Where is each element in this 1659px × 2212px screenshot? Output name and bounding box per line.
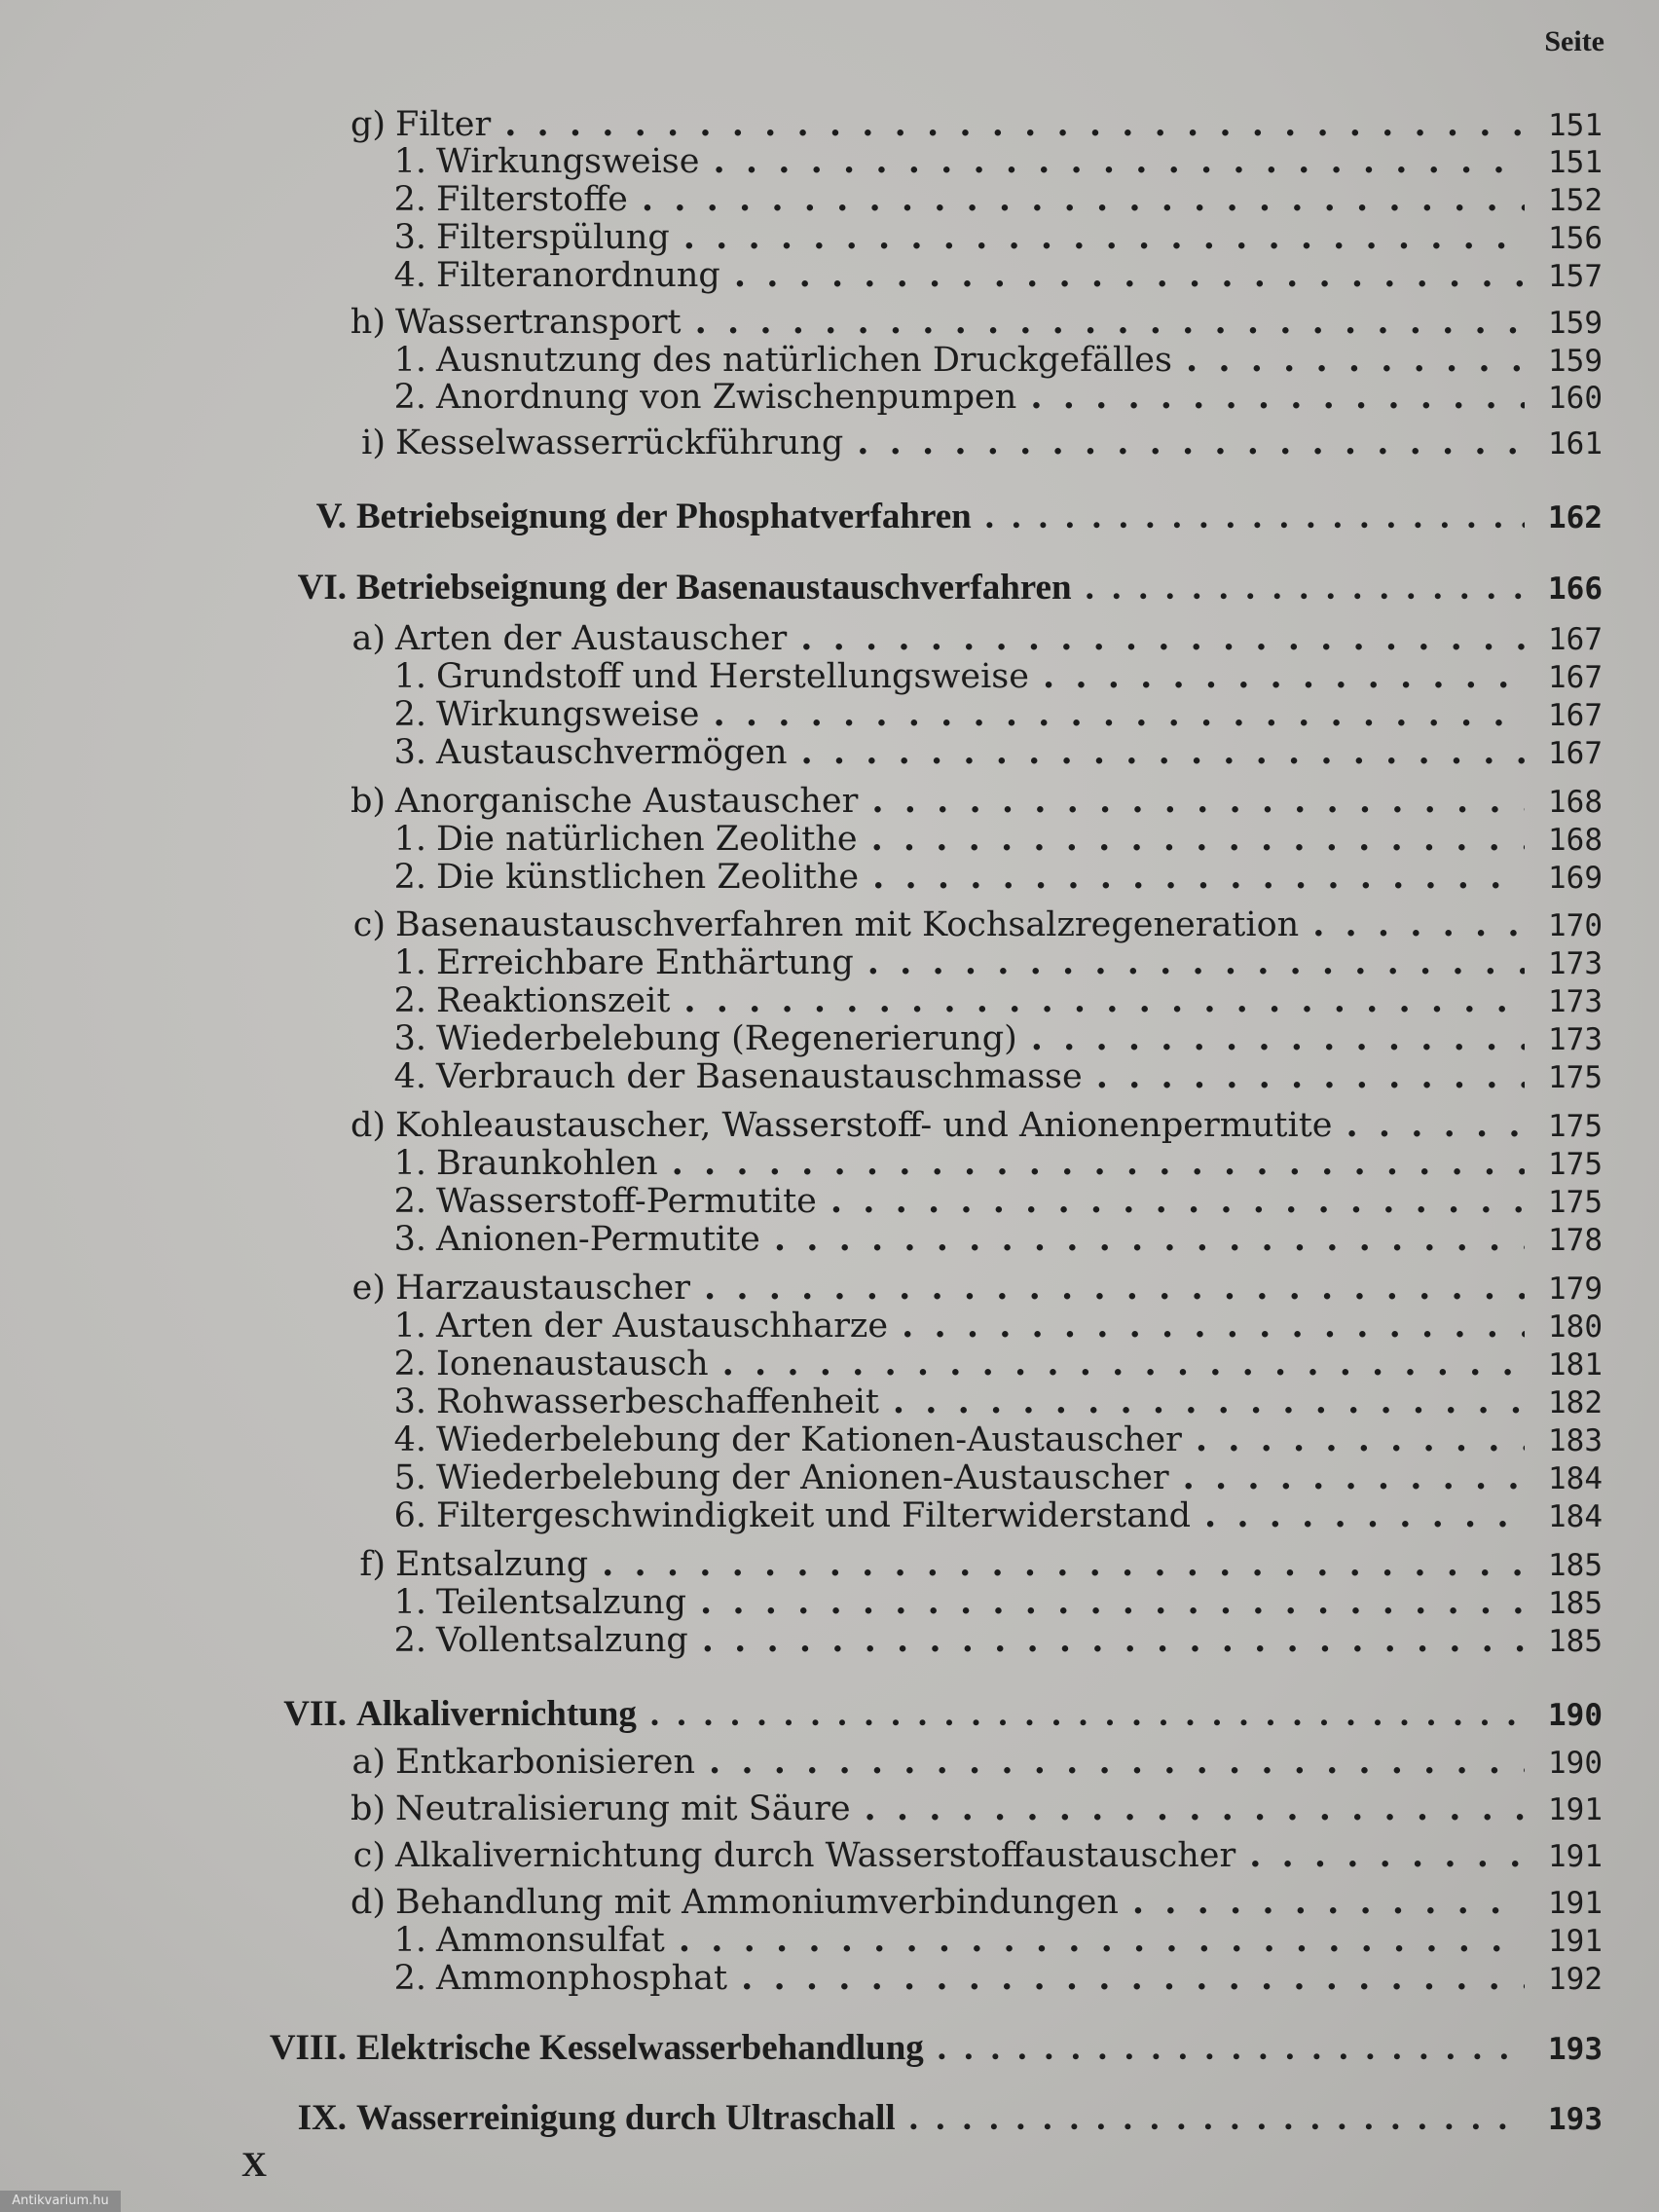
toc-entry-page: 167 xyxy=(1548,660,1603,695)
toc-entry xyxy=(327,425,1603,461)
dot-leader xyxy=(800,621,1525,656)
toc-entry-page: 170 xyxy=(1548,908,1603,943)
toc-entry-number: 3. xyxy=(393,1382,426,1421)
dot-leader xyxy=(672,1146,1525,1181)
toc-entry-number: c) xyxy=(352,1836,386,1875)
toc-entry xyxy=(387,1384,1603,1419)
toc-entry xyxy=(327,1745,1603,1780)
toc-entry-number: IX. xyxy=(297,2098,347,2138)
toc-entry-title: Die natürlichen Zeolithe xyxy=(436,820,858,859)
toc-entry-number: 1. xyxy=(393,142,426,181)
toc-entry-number: 2. xyxy=(393,981,426,1020)
toc-entry-number: 6. xyxy=(393,1496,426,1535)
toc-entry-title: Vollentsalzung xyxy=(436,1621,688,1660)
dot-leader xyxy=(1030,380,1525,415)
toc-entry xyxy=(327,305,1603,340)
toc-entry-title: Erreichbare Enthärtung xyxy=(436,943,854,982)
toc-entry-title: Anorganische Austauscher xyxy=(395,782,859,821)
toc-entry xyxy=(387,144,1603,179)
toc-entry-number: c) xyxy=(352,905,386,944)
toc-entry-title: Arten der Austauschharze xyxy=(436,1307,889,1346)
toc-entry xyxy=(327,1271,1603,1306)
dot-leader xyxy=(1204,1498,1525,1533)
toc-entry-title: Ammonsulfat xyxy=(436,1921,665,1960)
toc-entry-title: Elektrische Kesselwasserbehandlung xyxy=(356,2028,924,2068)
dot-leader xyxy=(909,2100,1525,2136)
toc-entry-page: 175 xyxy=(1548,1060,1603,1095)
toc-entry xyxy=(327,621,1603,656)
dot-leader xyxy=(602,1547,1525,1582)
toc-entry-page: 175 xyxy=(1548,1109,1603,1144)
toc-entry xyxy=(387,1961,1603,1996)
toc-entry-title: Die künstlichen Zeolithe xyxy=(436,858,860,897)
toc-entry-page: 168 xyxy=(1548,823,1603,858)
dot-leader xyxy=(1132,1885,1525,1920)
toc-entry-number: b) xyxy=(350,1789,386,1828)
toc-entry-page: 185 xyxy=(1548,1586,1603,1621)
dot-leader xyxy=(1312,907,1525,942)
dot-leader xyxy=(872,860,1525,895)
toc-entry-title: Filterspülung xyxy=(436,218,670,257)
dot-leader xyxy=(865,1791,1525,1826)
toc-entry xyxy=(387,1021,1603,1056)
dot-leader xyxy=(642,182,1525,217)
dot-leader xyxy=(1249,1838,1525,1873)
toc-entry-title: Wiederbelebung (Regenerierung) xyxy=(436,1019,1017,1058)
toc-entry-number: 1. xyxy=(393,1307,426,1346)
toc-entry-title: Kohleaustauscher, Wasserstoff- und Anionenpermutite xyxy=(395,1106,1333,1145)
toc-entry xyxy=(230,2100,1603,2136)
toc-entry-title: Filteranordnung xyxy=(436,256,720,295)
dot-leader xyxy=(893,1384,1525,1419)
dot-leader xyxy=(1346,1108,1525,1143)
toc-entry-number: 1. xyxy=(393,1921,426,1960)
toc-entry-page: 193 xyxy=(1548,2102,1603,2137)
toc-entry-page: 166 xyxy=(1548,571,1603,607)
toc-entry xyxy=(387,1346,1603,1382)
dot-leader xyxy=(679,1923,1525,1958)
page-numeral: X xyxy=(241,2145,267,2184)
toc-entry-page: 151 xyxy=(1548,145,1603,180)
toc-entry-title: Ausnutzung des natürlichen Druckgefälles xyxy=(436,341,1172,380)
dot-leader xyxy=(741,1961,1525,1996)
toc-entry-number: 1. xyxy=(393,1583,426,1622)
toc-entry-title: Anionen-Permutite xyxy=(436,1220,760,1259)
toc-entry-number: e) xyxy=(351,1269,386,1308)
toc-entry-title: Harzaustauscher xyxy=(395,1269,690,1308)
toc-entry xyxy=(387,735,1603,770)
toc-entry-title: Basenaustauschverfahren mit Kochsalzregeneration xyxy=(395,905,1300,944)
toc-entry xyxy=(387,1309,1603,1344)
toc-entry-title: Teilentsalzung xyxy=(436,1583,686,1622)
toc-entry xyxy=(387,182,1603,217)
toc-entry-page: 191 xyxy=(1548,1792,1603,1827)
dot-leader xyxy=(650,1696,1525,1732)
toc-entry-page: 160 xyxy=(1548,381,1603,416)
toc-entry-number: 1. xyxy=(393,820,426,859)
toc-entry-title: Wassertransport xyxy=(395,303,682,342)
toc-entry-number: 1. xyxy=(393,1144,426,1183)
dot-leader xyxy=(722,1346,1525,1382)
toc-entry-title: Braunkohlen xyxy=(436,1144,658,1183)
toc-entry-page: 151 xyxy=(1548,108,1603,143)
toc-entry-number: 1. xyxy=(393,341,426,380)
toc-entry-page: 184 xyxy=(1548,1499,1603,1534)
dot-leader xyxy=(1086,570,1525,606)
toc-entry-page: 183 xyxy=(1548,1423,1603,1458)
toc-entry xyxy=(387,860,1603,895)
watermark: Antikvarium.hu xyxy=(0,2191,121,2212)
dot-leader xyxy=(938,2030,1525,2066)
toc-entry-title: Wiederbelebung der Anionen-Austauscher xyxy=(436,1458,1169,1497)
dot-leader xyxy=(713,144,1525,179)
dot-leader xyxy=(683,983,1525,1018)
toc-entry-page: 167 xyxy=(1548,736,1603,771)
dot-leader xyxy=(504,107,1525,142)
toc-entry-title: Reaktionszeit xyxy=(436,981,671,1020)
dot-leader xyxy=(704,1271,1525,1306)
toc-entry xyxy=(387,1923,1603,1958)
toc-entry-page: 173 xyxy=(1548,1022,1603,1057)
toc-entry-title: Verbrauch der Basenaustauschmasse xyxy=(436,1057,1083,1096)
toc-entry-title: Anordnung von Zwischenpumpen xyxy=(436,378,1017,417)
toc-entry xyxy=(327,107,1603,142)
toc-entry-title: Filtergeschwindigkeit und Filterwiderstand xyxy=(436,1496,1192,1535)
toc-entry-page: 185 xyxy=(1548,1624,1603,1659)
toc-entry xyxy=(387,1422,1603,1457)
toc-entry-page: 192 xyxy=(1548,1962,1603,1997)
toc-entry-page: 178 xyxy=(1548,1223,1603,1258)
toc-entry xyxy=(387,258,1603,293)
toc-entry-number: d) xyxy=(350,1883,386,1922)
toc-entry-number: a) xyxy=(351,619,386,658)
toc-entry-page: 173 xyxy=(1548,984,1603,1019)
toc-entry-title: Arten der Austauscher xyxy=(395,619,788,658)
dot-leader xyxy=(1186,343,1525,378)
toc-entry-page: 190 xyxy=(1548,1746,1603,1781)
toc-entry xyxy=(230,498,1603,535)
toc-entry xyxy=(387,380,1603,415)
dot-leader xyxy=(857,425,1525,461)
toc-entry-page: 167 xyxy=(1548,698,1603,733)
toc-entry-number: 2. xyxy=(393,1621,426,1660)
toc-entry-page: 161 xyxy=(1548,426,1603,461)
toc-entry xyxy=(387,1222,1603,1257)
toc-entry-number: 4. xyxy=(393,1420,426,1459)
toc-entry xyxy=(387,220,1603,255)
dot-leader xyxy=(709,1745,1525,1780)
toc-entry-title: Filter xyxy=(395,105,492,144)
toc-entry xyxy=(387,822,1603,857)
toc-entry-page: 175 xyxy=(1548,1147,1603,1182)
dot-leader xyxy=(830,1184,1525,1219)
dot-leader xyxy=(683,220,1525,255)
toc-entry xyxy=(387,1184,1603,1219)
toc-entry-title: Grundstoff und Herstellungsweise xyxy=(436,657,1029,696)
toc-entry-title: Alkalivernichtung xyxy=(356,1694,637,1734)
toc-entry-title: Rohwasserbeschaffenheit xyxy=(436,1382,879,1421)
toc-entry-number: 2. xyxy=(393,378,426,417)
toc-entry-page: 182 xyxy=(1548,1385,1603,1420)
toc-entry-page: 167 xyxy=(1548,622,1603,657)
toc-entry xyxy=(387,697,1603,732)
toc-entry xyxy=(327,1885,1603,1920)
toc-entry-title: Neutralisierung mit Säure xyxy=(395,1789,851,1828)
dot-leader xyxy=(801,735,1526,770)
toc-entry-title: Ionenaustausch xyxy=(436,1345,709,1383)
dot-leader xyxy=(1031,1021,1525,1056)
toc-entry xyxy=(387,1146,1603,1181)
dot-leader xyxy=(695,305,1525,340)
toc-entry-page: 162 xyxy=(1548,500,1603,535)
toc-entry-title: Austauschvermögen xyxy=(436,733,788,772)
toc-entry-page: 168 xyxy=(1548,785,1603,820)
toc-entry xyxy=(327,1108,1603,1143)
dot-leader xyxy=(871,822,1525,857)
dot-leader xyxy=(734,258,1525,293)
toc-entry-page: 190 xyxy=(1548,1698,1603,1733)
toc-entry-number: 2. xyxy=(393,695,426,734)
toc-entry-page: 169 xyxy=(1548,861,1603,896)
toc-entry-page: 173 xyxy=(1548,946,1603,981)
toc-entry-number: 2. xyxy=(393,858,426,897)
toc-entry-page: 157 xyxy=(1548,259,1603,294)
dot-leader xyxy=(1183,1460,1525,1495)
toc-entry-title: Betriebseignung der Basenaustauschverfahren xyxy=(356,568,1072,608)
toc-entry xyxy=(387,1498,1603,1533)
dot-leader xyxy=(1096,1059,1525,1094)
toc-entry-number: a) xyxy=(351,1743,386,1782)
dot-leader xyxy=(902,1309,1525,1344)
toc-entry-title: Entsalzung xyxy=(395,1545,589,1584)
toc-entry-number: g) xyxy=(350,105,386,144)
toc-entry xyxy=(387,343,1603,378)
toc-entry-title: Filterstoffe xyxy=(436,180,628,219)
toc-entry-number: b) xyxy=(350,782,386,821)
dot-leader xyxy=(713,697,1525,732)
toc-entry-title: Wirkungsweise xyxy=(436,695,700,734)
toc-entry xyxy=(230,1696,1603,1732)
toc-entry-page: 152 xyxy=(1548,183,1603,218)
toc-entry-number: 3. xyxy=(393,218,426,257)
toc-entry-page: 180 xyxy=(1548,1309,1603,1345)
toc-entry-title: Kesselwasserrückführung xyxy=(395,424,844,462)
toc-entry-page: 184 xyxy=(1548,1461,1603,1496)
toc-entry-number: 2. xyxy=(393,180,426,219)
dot-leader xyxy=(985,498,1525,535)
toc-entry-number: VIII. xyxy=(269,2028,347,2068)
toc-entry xyxy=(387,945,1603,980)
toc-entry-number: d) xyxy=(350,1106,386,1145)
toc-entry-number: 4. xyxy=(393,1057,426,1096)
toc-entry-number: h) xyxy=(350,303,386,342)
toc-entry-title: Alkalivernichtung durch Wasserstoffaustauscher xyxy=(395,1836,1236,1875)
toc-entry-title: Behandlung mit Ammoniumverbindungen xyxy=(395,1883,1119,1922)
toc-entry xyxy=(387,1623,1603,1658)
toc-entry-number: 3. xyxy=(393,1019,426,1058)
toc-entry-number: 4. xyxy=(393,256,426,295)
toc-entry-title: Entkarbonisieren xyxy=(395,1743,696,1782)
toc-entry-page: 181 xyxy=(1548,1347,1603,1382)
toc-entry xyxy=(387,1059,1603,1094)
toc-entry-page: 185 xyxy=(1548,1548,1603,1583)
toc-entry-page: 191 xyxy=(1548,1924,1603,1959)
toc-entry-number: 1. xyxy=(393,657,426,696)
toc-entry-number: 2. xyxy=(393,1182,426,1221)
toc-entry-page: 159 xyxy=(1548,306,1603,341)
toc-entry-page: 191 xyxy=(1548,1839,1603,1874)
toc-entry-number: 3. xyxy=(393,733,426,772)
dot-leader xyxy=(700,1585,1525,1620)
toc-entry xyxy=(387,1585,1603,1620)
toc-entry xyxy=(327,907,1603,942)
dot-leader xyxy=(774,1222,1525,1257)
toc-entry-number: 3. xyxy=(393,1220,426,1259)
toc-entry xyxy=(387,983,1603,1018)
toc-entry-title: Betriebseignung der Phosphatverfahren xyxy=(356,497,972,536)
toc-entry xyxy=(230,570,1603,606)
toc-entry-page: 159 xyxy=(1548,344,1603,379)
dot-leader xyxy=(1043,659,1525,694)
toc-entry-title: Wiederbelebung der Kationen-Austauscher xyxy=(436,1420,1182,1459)
toc-entry xyxy=(327,1838,1603,1873)
dot-leader xyxy=(702,1623,1525,1658)
toc-entry-title: Wasserreinigung durch Ultraschall xyxy=(356,2098,896,2138)
toc-entry xyxy=(327,1791,1603,1826)
toc-entry-number: V. xyxy=(315,497,347,536)
dot-leader xyxy=(867,945,1525,980)
dot-leader xyxy=(1196,1422,1525,1457)
toc-entry xyxy=(387,1460,1603,1495)
toc-entry-number: VI. xyxy=(297,568,347,608)
toc-entry-number: 2. xyxy=(393,1345,426,1383)
toc-entry-title: Ammonphosphat xyxy=(436,1959,728,1998)
toc-entry-number: f) xyxy=(359,1545,386,1584)
toc-entry xyxy=(387,659,1603,694)
toc-entry-number: VII. xyxy=(283,1694,347,1734)
toc-entry-number: i) xyxy=(361,424,386,462)
toc-entry-title: Wasserstoff-Permutite xyxy=(436,1182,817,1221)
toc-entry-number: 2. xyxy=(393,1959,426,1998)
toc-entry-page: 191 xyxy=(1548,1886,1603,1921)
toc-entry-page: 193 xyxy=(1548,2032,1603,2067)
toc-entry-title: Wirkungsweise xyxy=(436,142,700,181)
toc-entry-page: 156 xyxy=(1548,221,1603,256)
toc-entry-page: 175 xyxy=(1548,1185,1603,1220)
toc-entry-number: 5. xyxy=(393,1458,426,1497)
toc-entry xyxy=(327,784,1603,819)
toc-entry xyxy=(327,1547,1603,1582)
dot-leader xyxy=(871,784,1525,819)
toc-entry-number: 1. xyxy=(393,943,426,982)
toc-entry xyxy=(230,2030,1603,2066)
toc-entry-page: 179 xyxy=(1548,1272,1603,1307)
page-column-header: Seite xyxy=(1544,25,1604,57)
